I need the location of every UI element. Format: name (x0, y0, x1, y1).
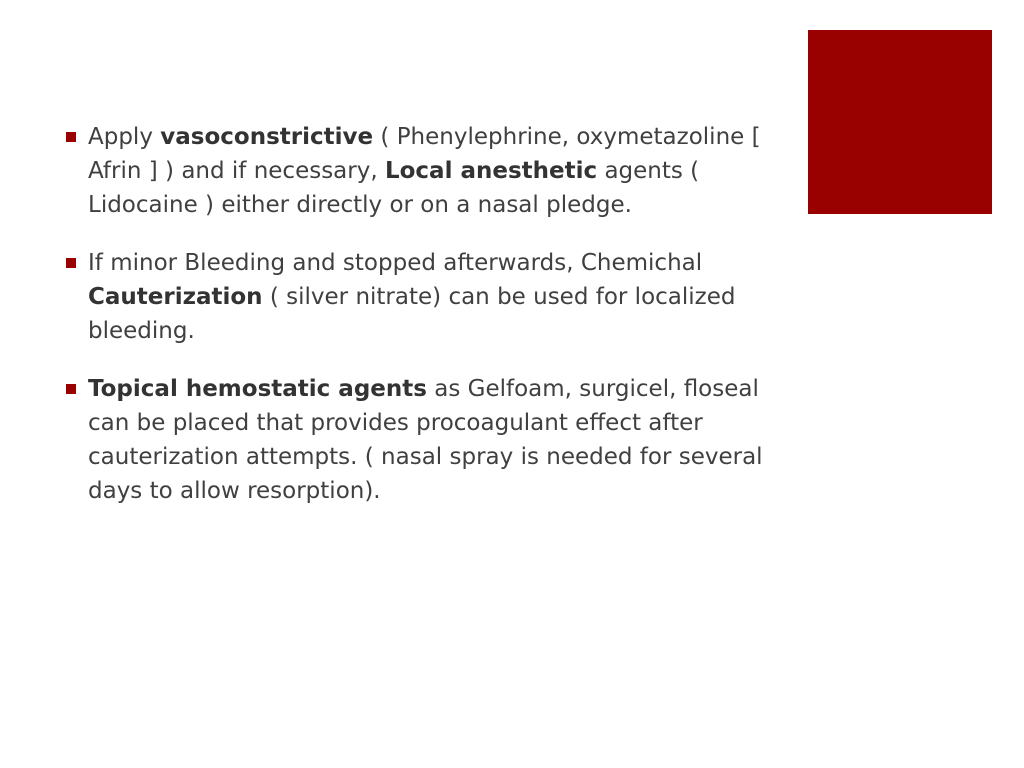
bullet-text-segment: ( silver nitrate) can be used for localized bleeding. (88, 284, 736, 344)
bullet-text (88, 376, 763, 504)
bullet-text-segment: Apply (88, 124, 161, 150)
square-bullet-icon (66, 132, 76, 142)
bullet-text (88, 250, 736, 344)
bullet-item-cauterization (66, 246, 786, 348)
bold-term-cauterization: Cauterization (88, 284, 263, 310)
bold-term-topical-hemostatic-agents: Topical hemostatic agents (88, 376, 427, 402)
bold-term-vasoconstrictive: vasoconstrictive (160, 124, 374, 150)
bullet-text-segment: If minor Bleeding and stopped afterwards, Chemichal (88, 250, 703, 276)
bullet-text (88, 124, 761, 218)
red-accent-block (808, 30, 992, 214)
bullet-text-segment: agents ( Lidocaine ) either directly or on a nasal pledge. (88, 158, 700, 218)
slide-content (66, 120, 786, 532)
bullet-text-segment: as Gelfoam, surgicel, floseal can be placed that provides procoagulant effect after cauterization attempts. ( nasal spray is needed for several days to allow resorption). (88, 376, 763, 504)
square-bullet-icon (66, 384, 76, 394)
bullet-text-segment: ( Phenylephrine, oxymetazoline [ Afrin ] ) and if necessary, (88, 124, 761, 184)
bold-term-local-anesthetic: Local anesthetic (384, 158, 598, 184)
bullet-item-vasoconstrictive (66, 120, 786, 222)
bullet-item-topical-hemostatic (66, 372, 786, 508)
square-bullet-icon (66, 258, 76, 268)
